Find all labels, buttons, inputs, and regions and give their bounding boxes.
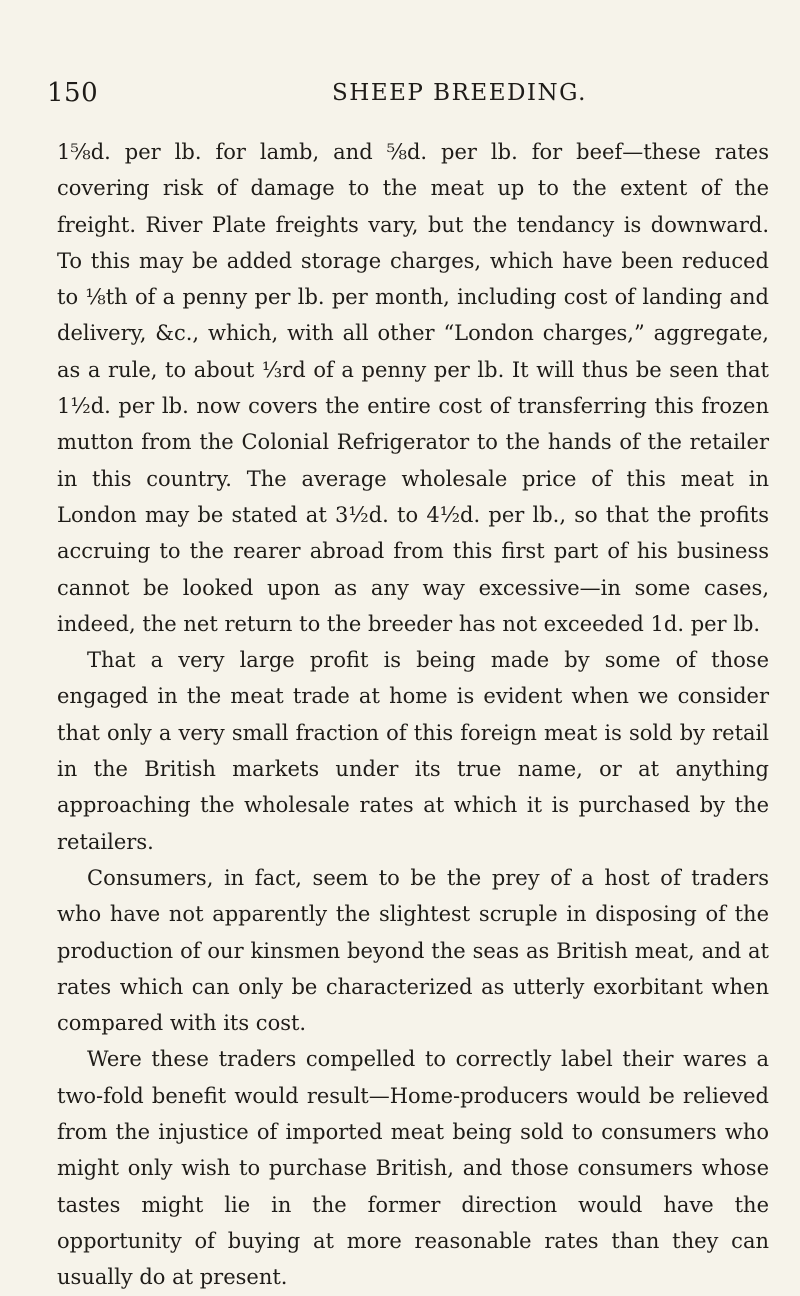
running-title: SHEEP BREEDING. (332, 80, 587, 106)
page-number: 150 (47, 78, 99, 108)
body-text (57, 134, 769, 1296)
page-header (47, 78, 767, 118)
paragraph-labelling: Were these traders compelled to correctly label their wares a two-fold benefit would result—Home-producers would be relieved from the injustice of imported meat being sold to consumers who might only wish to purchase British, and those consumers whose tastes might lie in the former direction would have the opportunity of buying at more reasonable rates than they can usually do at present. (57, 1047, 769, 1290)
paragraph-meat-trade-profit: That a very large profit is being made by some of those engaged in the meat trade at home is evident when we consider that only a very small fraction of this foreign meat is sold by retail in the British markets under its true name, or at anything approaching the wholesale rates at which it is purchased by the retailers. (57, 648, 769, 854)
paragraph-consumers: Consumers, in fact, seem to be the prey of a host of traders who have not apparently the slightest scruple in disposing of the production of our kinsmen beyond the seas as British meat, and at rates which can only be characterized as utterly exorbitant when compared with its cost. (57, 865, 769, 1036)
paragraph-continued: 1⅝d. per lb. for lamb, and ⅝d. per lb. for beef—these rates covering risk of damage to the meat up to the extent of the freight. River Plate freights vary, but the tendancy is downward. To this may be added storage charges, which have been reduced to ⅛th of a penny per lb. per month, including cost of landing and delivery, &c., which, with all other “London charges,” aggregate, as a rule, to about ⅓rd of a penny per lb. It will thus be seen that 1½d. per lb. now covers the entire cost of transferring this frozen mutton from the Colonial Refrigerator to the hands of the retailer in this country. The average wholesale price of this meat in London may be stated at 3½d. to 4½d. per lb., so that the profits accruing to the rearer abroad from this first part of his business cannot be looked upon as any way excessive—in some cases, indeed, the net return to the breeder has not exceeded 1d. per lb. (57, 140, 769, 636)
